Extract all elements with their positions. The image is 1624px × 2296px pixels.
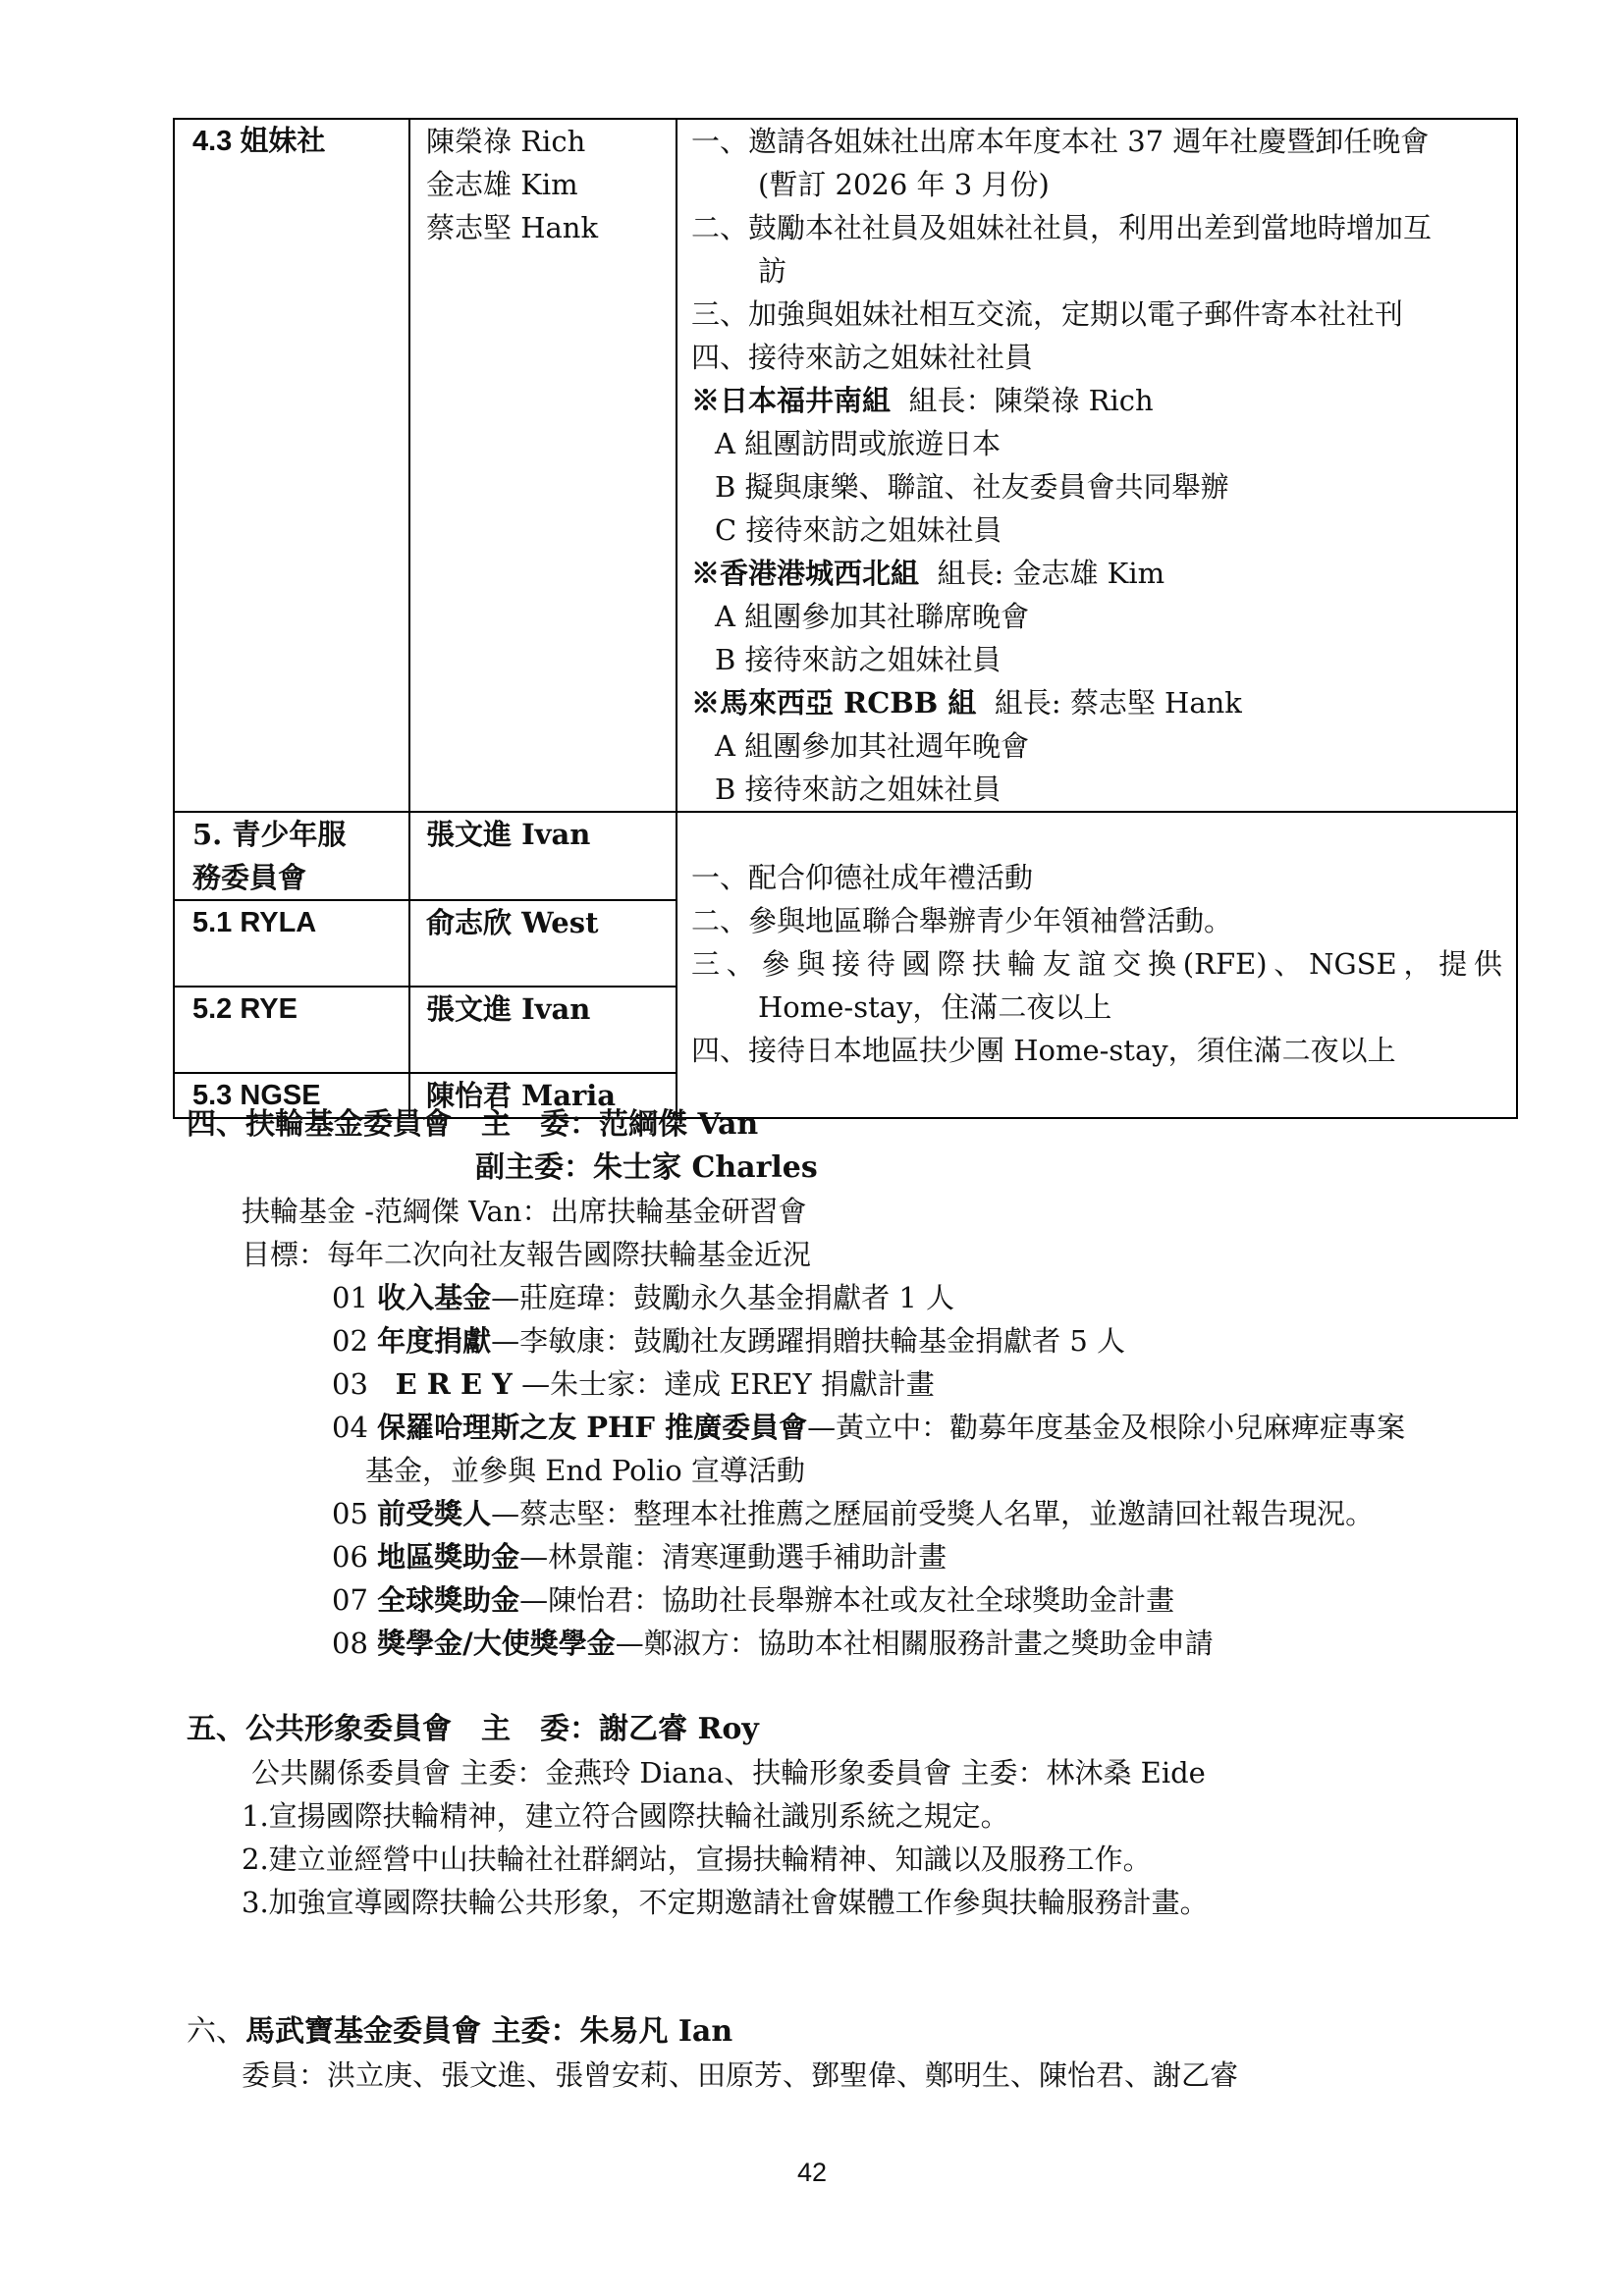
section-6-heading <box>187 2010 732 2054</box>
item-text: —朱士家：達成 EREY 捐獻計畫 <box>512 1367 935 1401</box>
group-item: C 接待來訪之姐妹社員 <box>715 513 1002 547</box>
item-text: —莊庭瑋：鼓勵永久基金捐獻者 1 人 <box>491 1281 955 1314</box>
group-title: ※馬來西亞 RCBB 組 <box>691 686 977 720</box>
row-plan-4-3 <box>677 119 1517 812</box>
section-5-item: 3.加強宣導國際扶輪公共形象，不定期邀請社會媒體工作參與扶輪服務計畫。 <box>242 1886 1209 1919</box>
group-title: ※香港港城西北組 <box>691 557 920 590</box>
group-item: B 接待來訪之姐妹社員 <box>715 773 1001 806</box>
section-5-line: 公共關係委員會 主委：金燕玲 Diana、扶輪形象委員會 主委：林沐桑 Eide <box>251 1756 1206 1789</box>
row-plan-5 <box>677 812 1517 1118</box>
row-label-5-3: 5.3 NGSE <box>174 1073 409 1118</box>
group-item: A 組團參加其社週年晚會 <box>715 729 1030 763</box>
section-4-goal: 目標：每年二次向社友報告國際扶輪基金近況 <box>242 1238 812 1271</box>
item-number: 03 <box>332 1367 368 1401</box>
row-member-5-3: 陳怡君 Maria <box>409 1073 677 1118</box>
section-5-item: 2.建立並經營中山扶輪社社群網站，宣揚扶輪精神、知識以及服務工作。 <box>242 1842 1152 1876</box>
section-5-item: 1.宣揚國際扶輪精神，建立符合國際扶輪社識別系統之規定。 <box>242 1799 1009 1833</box>
plan-item: 三、加強與姐妹社相互交流，定期以電子郵件寄本社社刊 <box>691 297 1404 331</box>
sister-group-heading <box>691 552 1502 595</box>
plan-item: 二、參與地區聯合舉辦青少年領袖營活動。 <box>691 904 1233 937</box>
plan-item: 四、接待日本地區扶少團 Home-stay，須住滿二夜以上 <box>691 1034 1396 1067</box>
row-member-5: 張文進 Ivan <box>409 812 677 900</box>
row-label-5-1: 5.1 RYLA <box>174 900 409 987</box>
fund-item <box>332 1578 1174 1622</box>
plan-item: 一、邀請各姐妹社出席本年度本社 37 週年社慶暨卸任晚會 <box>691 125 1430 158</box>
plan-item: 三、參與接待國際扶輪友誼交換(RFE)、NGSE，提供 <box>691 947 1502 981</box>
group-leader: 組長：陳榮祿 Rich <box>908 384 1154 417</box>
page-number: 42 <box>796 2158 828 2187</box>
item-title: 年度捐獻 <box>377 1324 492 1358</box>
committee-table <box>173 118 1518 1119</box>
row-label-text: 5. 青少年服 <box>192 818 347 851</box>
item-number: 08 <box>332 1627 368 1660</box>
sister-group-heading <box>691 379 1502 422</box>
item-title: 收入基金 <box>377 1281 492 1314</box>
item-title: 前受獎人 <box>377 1497 492 1530</box>
member-name: 陳榮祿 Rich <box>426 125 586 158</box>
item-text: —林景龍：清寒運動選手補助計畫 <box>519 1540 947 1574</box>
group-item: A 組團參加其社聯席晚會 <box>715 600 1030 633</box>
group-item: A 組團訪問或旅遊日本 <box>715 427 1001 460</box>
fund-item <box>332 1362 935 1406</box>
plan-item: 二、鼓勵本社社員及姐妹社社員，利用出差到當地時增加互 <box>691 211 1433 244</box>
item-text: —鄭淑方：協助本社相關服務計畫之獎助金申請 <box>615 1627 1214 1660</box>
row-label-text: 4.3 姐妹社 <box>192 126 326 157</box>
fund-item-cont: 基金，並參與 End Polio 宣導活動 <box>365 1454 805 1487</box>
item-text: —李敏康：鼓勵社友踴躍捐贈扶輪基金捐獻者 5 人 <box>491 1324 1126 1358</box>
fund-item <box>332 1406 1405 1449</box>
sister-group-heading <box>691 681 1502 724</box>
section-prefix: 六、 <box>187 2014 245 2049</box>
item-text: —蔡志堅：整理本社推薦之歷屆前受獎人名單，並邀請回社報告現況。 <box>491 1497 1375 1530</box>
plan-item: 四、接待來訪之姐妹社社員 <box>691 341 1034 374</box>
plan-item: 一、配合仰德社成年禮活動 <box>691 861 1034 894</box>
item-text: —陳怡君：協助社長舉辦本社或友社全球獎助金計畫 <box>519 1583 1175 1617</box>
section-6-members: 委員：洪立庚、張文進、張曾安莉、田原芳、鄧聖偉、鄭明生、陳怡君、謝乙睿 <box>242 2058 1239 2092</box>
row-label-4-3 <box>174 119 409 812</box>
table-row-5 <box>174 812 1517 900</box>
table-row-4-3 <box>174 119 1517 812</box>
item-number: 02 <box>332 1324 368 1358</box>
group-leader: 組長: 蔡志堅 Hank <box>994 686 1242 720</box>
group-leader: 組長: 金志雄 Kim <box>937 557 1165 590</box>
item-number: 04 <box>332 1411 368 1444</box>
fund-item <box>332 1535 947 1578</box>
member-name: 蔡志堅 Hank <box>426 211 599 244</box>
row-label-5 <box>174 812 409 900</box>
item-text: —黃立中：勸募年度基金及根除小兒麻痺症專案 <box>807 1411 1406 1444</box>
row-member-5-2: 張文進 Ivan <box>409 987 677 1073</box>
item-number: 06 <box>332 1540 368 1574</box>
item-number: 05 <box>332 1497 368 1530</box>
plan-item-cont: Home-stay，住滿二夜以上 <box>758 990 1112 1024</box>
fund-item <box>332 1319 1125 1362</box>
row-label-text: 務委員會 <box>192 861 307 894</box>
item-number: 07 <box>332 1583 368 1617</box>
fund-item <box>332 1622 1214 1665</box>
plan-item-cont: 訪 <box>758 254 787 288</box>
item-title: 地區獎助金 <box>377 1540 520 1574</box>
section-4-heading: 四、扶輪基金委員會 主 委：范綱傑 Van <box>187 1107 759 1142</box>
row-member-5-1: 俞志欣 West <box>409 900 677 987</box>
group-item: B 擬與康樂、聯誼、社友委員會共同舉辦 <box>715 470 1229 504</box>
fund-item <box>332 1492 1374 1535</box>
section-5-heading: 五、公共形象委員會 主 委：謝乙睿 Roy <box>187 1712 759 1746</box>
item-number: 01 <box>332 1281 368 1314</box>
item-title: 全球獎助金 <box>377 1583 520 1617</box>
section-4-subheading: 副主委：朱士家 Charles <box>475 1150 818 1185</box>
plan-item-cont: (暫訂 2026 年 3 月份) <box>758 168 1050 201</box>
section-title: 馬武寶基金委員會 主委：朱易凡 Ian <box>245 2014 733 2049</box>
fund-item <box>332 1276 954 1319</box>
group-item: B 接待來訪之姐妹社員 <box>715 643 1001 676</box>
item-title: E R E Y <box>395 1367 513 1401</box>
item-title: 獎學金/大使獎學金 <box>377 1627 616 1660</box>
member-name: 金志雄 Kim <box>426 168 578 201</box>
section-4-line: 扶輪基金 -范綱傑 Van：出席扶輪基金研習會 <box>242 1195 807 1228</box>
item-title: 保羅哈理斯之友 PHF 推廣委員會 <box>377 1411 808 1444</box>
group-title: ※日本福井南組 <box>691 384 892 417</box>
row-members-4-3 <box>409 119 677 812</box>
row-label-5-2: 5.2 RYE <box>174 987 409 1073</box>
